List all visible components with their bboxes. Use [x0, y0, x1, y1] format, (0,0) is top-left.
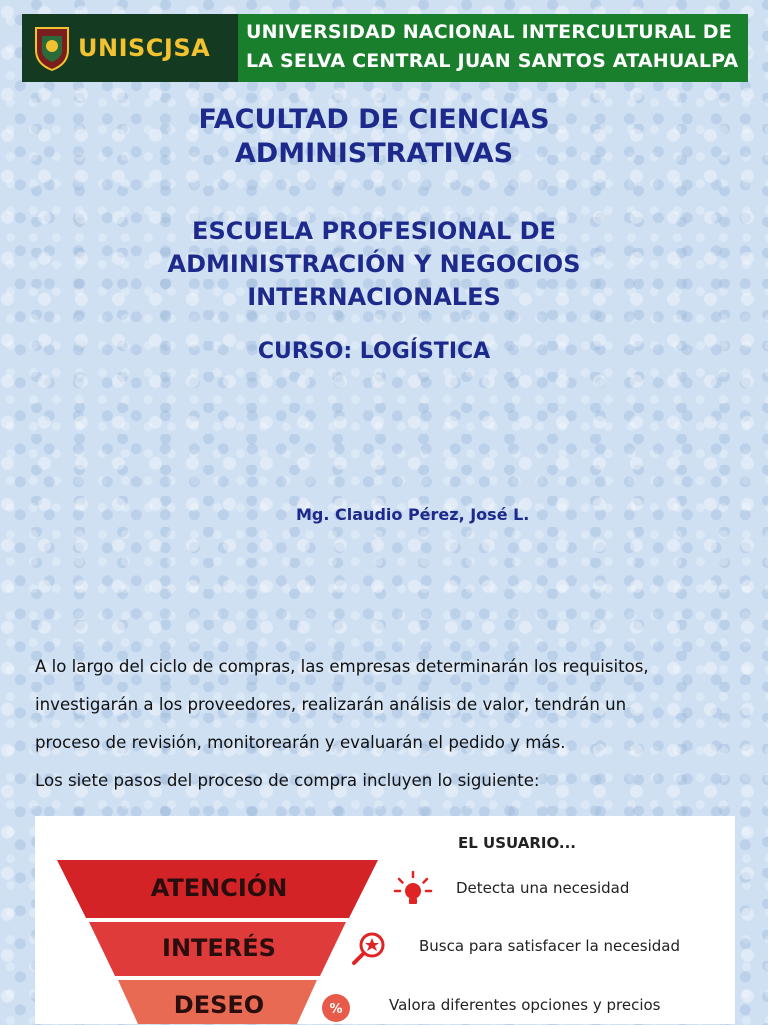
- university-banner: [22, 14, 748, 82]
- faculty-title-line2: ADMINISTRATIVAS: [234, 138, 514, 169]
- stage-description-deseo: Valora diferentes opciones y precios: [389, 996, 661, 1014]
- stage-label-deseo: DESEO: [173, 991, 265, 1019]
- paragraph-line4: Los siete pasos del proceso de compra incluyen lo siguiente:: [35, 771, 540, 790]
- university-logo: [22, 14, 238, 82]
- figure-header: EL USUARIO...: [458, 834, 576, 852]
- lightbulb-icon: [393, 870, 433, 910]
- university-name-line2: LA SELVA CENTRAL JUAN SANTOS ATAHUALPA: [246, 50, 739, 72]
- purchase-funnel-figure: [35, 816, 735, 1024]
- paragraph-line3: proceso de revisión, monitorearán y evaluarán el pedido y más.: [35, 733, 566, 752]
- faculty-title-line1: FACULTAD DE CIENCIAS: [198, 104, 550, 135]
- school-title-line1: ESCUELA PROFESIONAL DE: [192, 217, 556, 245]
- stage-label-interes: INTERÉS: [162, 934, 276, 962]
- magnifier-star-icon: [350, 930, 388, 968]
- logo-text: UNISCJSA: [78, 34, 211, 62]
- svg-text:%: %: [329, 1002, 343, 1017]
- paragraph-line2: investigarán a los proveedores, realizarán análisis de valor, tendrán un: [35, 695, 627, 714]
- university-name: [238, 14, 748, 82]
- school-title: [0, 215, 748, 314]
- course-title: CURSO: LOGÍSTICA: [257, 339, 491, 364]
- professor-name: Mg. Claudio Pérez, José L.: [296, 505, 530, 524]
- school-title-line3: INTERNACIONALES: [247, 283, 501, 311]
- school-title-line2: ADMINISTRACIÓN Y NEGOCIOS: [167, 250, 581, 278]
- stage-label-atencion: ATENCIÓN: [150, 874, 288, 902]
- stage-description-interes: Busca para satisfacer la necesidad: [419, 937, 680, 955]
- percent-badge-icon: [319, 991, 353, 1025]
- faculty-title: [0, 103, 748, 171]
- stage-description-atencion: Detecta una necesidad: [456, 879, 630, 897]
- intro-paragraph: [35, 648, 755, 800]
- university-name-line1: UNIVERSIDAD NACIONAL INTERCULTURAL DE: [246, 21, 732, 43]
- paragraph-line1: A lo largo del ciclo de compras, las empresas determinarán los requisitos,: [35, 657, 649, 676]
- university-shield-icon: [32, 24, 72, 72]
